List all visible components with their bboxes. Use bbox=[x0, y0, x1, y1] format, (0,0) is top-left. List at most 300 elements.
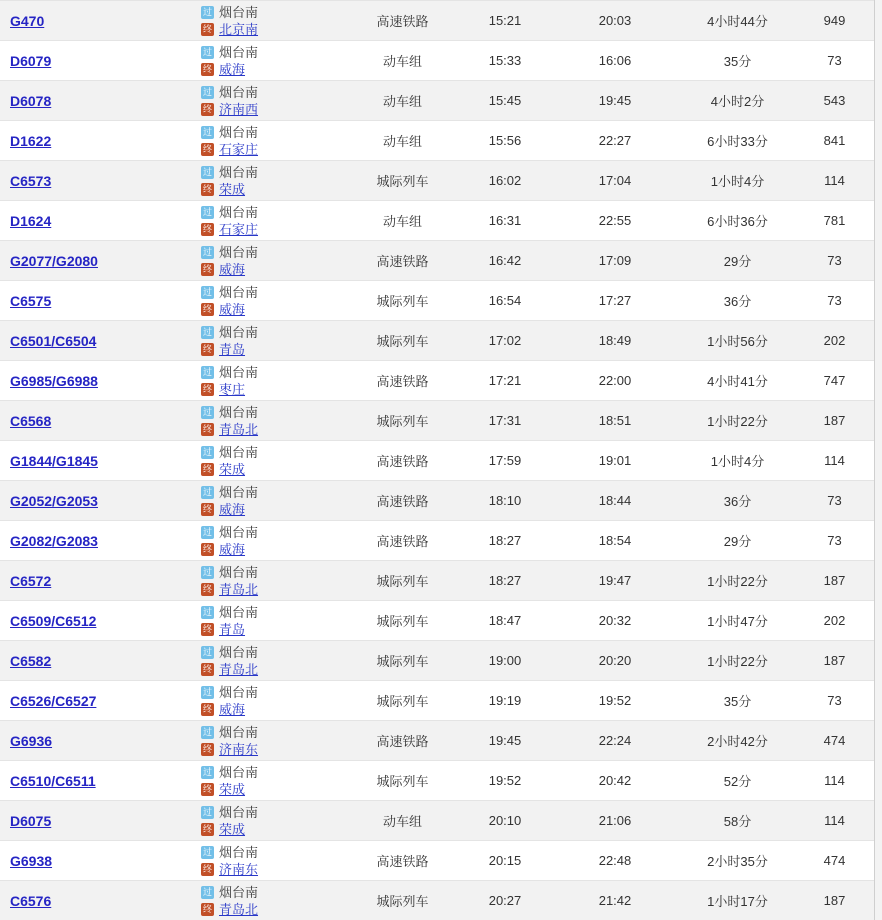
train-number-link[interactable]: D6078 bbox=[10, 92, 52, 109]
arrive-time-label: 17:04 bbox=[598, 173, 632, 188]
distance-label: 73 bbox=[827, 253, 842, 268]
via-station-label: 烟台南 bbox=[219, 284, 259, 300]
train-type-label: 城际列车 bbox=[376, 614, 429, 629]
train-number-link[interactable]: C6526/C6527 bbox=[10, 692, 97, 709]
terminal-station-icon: 终 bbox=[202, 903, 212, 914]
train-type-label: 城际列车 bbox=[376, 174, 429, 189]
pass-station-icon: 过 bbox=[202, 326, 212, 337]
train-type-label: 动车组 bbox=[382, 134, 422, 149]
table-row bbox=[0, 881, 874, 920]
train-number-cell bbox=[0, 773, 190, 789]
train-number-cell bbox=[0, 693, 190, 709]
arrive-time-label: 20:20 bbox=[598, 653, 632, 668]
pass-station-icon: 过 bbox=[202, 126, 212, 137]
pass-station-icon: 过 bbox=[202, 6, 212, 17]
distance-label: 114 bbox=[824, 813, 845, 828]
table-row bbox=[0, 1, 874, 41]
arrive-time-label: 17:09 bbox=[598, 253, 632, 268]
pass-station-line bbox=[201, 284, 345, 301]
via-station-label: 烟台南 bbox=[219, 604, 259, 620]
table-row bbox=[0, 41, 874, 81]
train-number-link[interactable]: D1624 bbox=[10, 212, 52, 229]
terminal-station-link[interactable]: 石家庄 bbox=[219, 141, 259, 157]
train-number-link[interactable]: G1844/G1845 bbox=[10, 452, 98, 469]
distance-label: 841 bbox=[823, 133, 846, 148]
depart-time-label: 15:33 bbox=[488, 53, 522, 68]
pass-station-icon: 过 bbox=[202, 686, 212, 697]
terminal-station-icon: 终 bbox=[202, 343, 212, 354]
terminal-station-link[interactable]: 青岛北 bbox=[219, 661, 259, 677]
arrive-time-label: 20:32 bbox=[598, 613, 632, 628]
train-type-label: 动车组 bbox=[382, 814, 422, 829]
train-number-link[interactable]: C6582 bbox=[10, 652, 52, 669]
terminal-station-link[interactable]: 威海 bbox=[219, 301, 246, 317]
pass-station-icon: 过 bbox=[202, 86, 212, 97]
pass-station-line bbox=[201, 84, 345, 101]
stations-cell bbox=[190, 284, 345, 318]
terminal-station-link[interactable]: 荣成 bbox=[219, 821, 246, 837]
pass-station-line bbox=[201, 244, 345, 261]
depart-time-label: 20:27 bbox=[488, 893, 522, 908]
stations-cell bbox=[190, 324, 345, 358]
terminal-station-link[interactable]: 威海 bbox=[219, 501, 246, 517]
stations-cell bbox=[190, 164, 345, 198]
arrive-time-label: 21:42 bbox=[598, 893, 632, 908]
terminal-station-icon: 终 bbox=[202, 143, 212, 154]
terminal-station-line bbox=[201, 741, 345, 758]
arrive-time-label: 22:48 bbox=[598, 853, 632, 868]
terminal-station-link[interactable]: 青岛 bbox=[219, 341, 246, 357]
stations-cell bbox=[190, 524, 345, 558]
via-station-label: 烟台南 bbox=[219, 404, 259, 420]
train-type-label: 高速铁路 bbox=[376, 454, 429, 469]
terminal-station-icon: 终 bbox=[202, 383, 212, 394]
table-row bbox=[0, 401, 874, 441]
train-number-link[interactable]: D1622 bbox=[10, 132, 52, 149]
pass-station-icon: 过 bbox=[202, 606, 212, 617]
table-row bbox=[0, 321, 874, 361]
terminal-station-line bbox=[201, 101, 345, 118]
arrive-time-label: 22:00 bbox=[598, 373, 632, 388]
duration-label: 1小时17分 bbox=[707, 894, 768, 909]
via-station-label: 烟台南 bbox=[219, 444, 259, 460]
terminal-station-link[interactable]: 石家庄 bbox=[219, 221, 259, 237]
table-row bbox=[0, 201, 874, 241]
train-type-label: 城际列车 bbox=[376, 334, 429, 349]
terminal-station-icon: 终 bbox=[202, 663, 212, 674]
train-type-label: 高速铁路 bbox=[376, 494, 429, 509]
stations-cell bbox=[190, 444, 345, 478]
via-station-label: 烟台南 bbox=[219, 844, 259, 860]
depart-time-label: 18:47 bbox=[488, 613, 522, 628]
terminal-station-icon: 终 bbox=[202, 23, 212, 34]
terminal-station-link[interactable]: 荣成 bbox=[219, 181, 246, 197]
distance-label: 187 bbox=[823, 653, 846, 668]
pass-station-icon: 过 bbox=[202, 286, 212, 297]
terminal-station-line bbox=[201, 461, 345, 478]
train-number-link[interactable]: D6075 bbox=[10, 812, 52, 829]
duration-label: 1小时22分 bbox=[707, 414, 768, 429]
arrive-time-label: 20:03 bbox=[598, 13, 632, 28]
distance-label: 114 bbox=[824, 453, 845, 468]
train-type-label: 城际列车 bbox=[376, 774, 429, 789]
duration-label: 29分 bbox=[723, 534, 752, 549]
duration-label: 2小时35分 bbox=[707, 854, 768, 869]
depart-time-label: 16:42 bbox=[488, 253, 522, 268]
distance-label: 114 bbox=[824, 173, 845, 188]
terminal-station-line bbox=[201, 381, 345, 398]
terminal-station-link[interactable]: 荣成 bbox=[219, 461, 246, 477]
distance-label: 187 bbox=[823, 893, 846, 908]
arrive-time-label: 18:49 bbox=[598, 333, 632, 348]
pass-station-icon: 过 bbox=[202, 766, 212, 777]
train-number-link[interactable]: G2052/G2053 bbox=[10, 492, 98, 509]
train-number-cell bbox=[0, 853, 190, 869]
train-number-cell bbox=[0, 533, 190, 549]
stations-cell bbox=[190, 804, 345, 838]
terminal-station-line bbox=[201, 141, 345, 158]
pass-station-line bbox=[201, 644, 345, 661]
train-number-cell bbox=[0, 613, 190, 629]
depart-time-label: 16:31 bbox=[488, 213, 522, 228]
pass-station-line bbox=[201, 444, 345, 461]
train-number-cell bbox=[0, 813, 190, 829]
arrive-time-label: 20:42 bbox=[598, 773, 632, 788]
pass-station-icon: 过 bbox=[202, 526, 212, 537]
terminal-station-icon: 终 bbox=[202, 63, 212, 74]
terminal-station-icon: 终 bbox=[202, 263, 212, 274]
terminal-station-line bbox=[201, 221, 345, 238]
distance-label: 543 bbox=[823, 93, 846, 108]
train-type-label: 高速铁路 bbox=[376, 854, 429, 869]
train-number-cell bbox=[0, 133, 190, 149]
depart-time-label: 17:02 bbox=[488, 333, 522, 348]
depart-time-label: 20:10 bbox=[488, 813, 522, 828]
terminal-station-link[interactable]: 荣成 bbox=[219, 781, 246, 797]
train-number-cell bbox=[0, 653, 190, 669]
train-number-cell bbox=[0, 893, 190, 909]
duration-label: 6小时36分 bbox=[707, 214, 768, 229]
duration-label: 1小时22分 bbox=[707, 654, 768, 669]
duration-label: 1小时22分 bbox=[707, 574, 768, 589]
terminal-station-link[interactable]: 威海 bbox=[219, 541, 246, 557]
stations-cell bbox=[190, 844, 345, 878]
via-station-label: 烟台南 bbox=[219, 124, 259, 140]
terminal-station-icon: 终 bbox=[202, 303, 212, 314]
duration-label: 58分 bbox=[723, 814, 752, 829]
depart-time-label: 15:21 bbox=[488, 13, 522, 28]
table-row bbox=[0, 801, 874, 841]
duration-label: 36分 bbox=[723, 294, 752, 309]
distance-label: 949 bbox=[823, 13, 846, 28]
stations-cell bbox=[190, 204, 345, 238]
table-row bbox=[0, 841, 874, 881]
train-type-label: 城际列车 bbox=[376, 694, 429, 709]
stations-cell bbox=[190, 764, 345, 798]
via-station-label: 烟台南 bbox=[219, 84, 259, 100]
depart-time-label: 15:56 bbox=[488, 133, 522, 148]
terminal-station-line bbox=[201, 701, 345, 718]
train-number-cell bbox=[0, 493, 190, 509]
pass-station-line bbox=[201, 844, 345, 861]
terminal-station-line bbox=[201, 21, 345, 38]
via-station-label: 烟台南 bbox=[219, 564, 259, 580]
terminal-station-line bbox=[201, 781, 345, 798]
train-number-link[interactable]: C6573 bbox=[10, 172, 52, 189]
train-number-cell bbox=[0, 13, 190, 29]
depart-time-label: 19:19 bbox=[488, 693, 522, 708]
depart-time-label: 16:54 bbox=[488, 293, 522, 308]
distance-label: 202 bbox=[823, 333, 846, 348]
arrive-time-label: 22:24 bbox=[598, 733, 632, 748]
stations-cell bbox=[190, 724, 345, 758]
via-station-label: 烟台南 bbox=[219, 324, 259, 340]
terminal-station-line bbox=[201, 301, 345, 318]
duration-label: 35分 bbox=[723, 54, 752, 69]
arrive-time-label: 19:47 bbox=[598, 573, 632, 588]
terminal-station-line bbox=[201, 181, 345, 198]
terminal-station-line bbox=[201, 661, 345, 678]
distance-label: 73 bbox=[827, 533, 842, 548]
train-number-link[interactable]: D6079 bbox=[10, 52, 52, 69]
pass-station-icon: 过 bbox=[202, 366, 212, 377]
pass-station-icon: 过 bbox=[202, 806, 212, 817]
train-number-cell bbox=[0, 373, 190, 389]
terminal-station-icon: 终 bbox=[202, 703, 212, 714]
table-row bbox=[0, 161, 874, 201]
train-number-cell bbox=[0, 573, 190, 589]
terminal-station-link[interactable]: 青岛北 bbox=[219, 421, 259, 437]
distance-label: 187 bbox=[823, 413, 846, 428]
train-number-cell bbox=[0, 93, 190, 109]
terminal-station-line bbox=[201, 621, 345, 638]
train-type-label: 城际列车 bbox=[376, 294, 429, 309]
distance-label: 474 bbox=[823, 853, 846, 868]
train-type-label: 高速铁路 bbox=[376, 374, 429, 389]
stations-cell bbox=[190, 84, 345, 118]
pass-station-icon: 过 bbox=[202, 886, 212, 897]
train-type-label: 高速铁路 bbox=[376, 254, 429, 269]
train-number-cell bbox=[0, 53, 190, 69]
distance-label: 781 bbox=[823, 213, 846, 228]
duration-label: 1小时47分 bbox=[707, 614, 768, 629]
distance-label: 73 bbox=[827, 493, 842, 508]
via-station-label: 烟台南 bbox=[219, 644, 259, 660]
depart-time-label: 18:10 bbox=[488, 493, 522, 508]
stations-cell bbox=[190, 4, 345, 38]
table-row bbox=[0, 721, 874, 761]
table-row bbox=[0, 441, 874, 481]
terminal-station-icon: 终 bbox=[202, 823, 212, 834]
pass-station-line bbox=[201, 684, 345, 701]
pass-station-line bbox=[201, 804, 345, 821]
terminal-station-icon: 终 bbox=[202, 423, 212, 434]
train-number-link[interactable]: C6576 bbox=[10, 892, 52, 909]
duration-label: 1小时56分 bbox=[707, 334, 768, 349]
train-number-cell bbox=[0, 173, 190, 189]
terminal-station-line bbox=[201, 261, 345, 278]
table-row bbox=[0, 681, 874, 721]
terminal-station-link[interactable]: 青岛北 bbox=[219, 901, 259, 917]
pass-station-icon: 过 bbox=[202, 846, 212, 857]
terminal-station-line bbox=[201, 421, 345, 438]
via-station-label: 烟台南 bbox=[219, 804, 259, 820]
scrollbar-track[interactable] bbox=[874, 0, 882, 920]
train-number-cell bbox=[0, 293, 190, 309]
stations-cell bbox=[190, 244, 345, 278]
pass-station-icon: 过 bbox=[202, 646, 212, 657]
duration-label: 29分 bbox=[723, 254, 752, 269]
distance-label: 114 bbox=[824, 773, 845, 788]
arrive-time-label: 21:06 bbox=[598, 813, 632, 828]
pass-station-line bbox=[201, 164, 345, 181]
train-number-link[interactable]: C6572 bbox=[10, 572, 52, 589]
pass-station-line bbox=[201, 884, 345, 901]
duration-label: 35分 bbox=[723, 694, 752, 709]
train-number-cell bbox=[0, 413, 190, 429]
arrive-time-label: 18:54 bbox=[598, 533, 632, 548]
stations-cell bbox=[190, 404, 345, 438]
pass-station-line bbox=[201, 484, 345, 501]
pass-station-icon: 过 bbox=[202, 246, 212, 257]
train-type-label: 高速铁路 bbox=[376, 734, 429, 749]
depart-time-label: 16:02 bbox=[488, 173, 522, 188]
train-number-link[interactable]: G6938 bbox=[10, 852, 53, 869]
pass-station-icon: 过 bbox=[202, 46, 212, 57]
depart-time-label: 17:21 bbox=[488, 373, 522, 388]
distance-label: 73 bbox=[827, 293, 842, 308]
table-row bbox=[0, 561, 874, 601]
train-number-link[interactable]: C6575 bbox=[10, 292, 52, 309]
terminal-station-link[interactable]: 青岛北 bbox=[219, 581, 259, 597]
train-type-label: 动车组 bbox=[382, 94, 422, 109]
terminal-station-link[interactable]: 济南西 bbox=[219, 101, 259, 117]
duration-label: 4小时2分 bbox=[710, 94, 765, 109]
via-station-label: 烟台南 bbox=[219, 204, 259, 220]
arrive-time-label: 18:51 bbox=[598, 413, 632, 428]
distance-label: 73 bbox=[827, 53, 842, 68]
arrive-time-label: 22:55 bbox=[598, 213, 632, 228]
train-type-label: 动车组 bbox=[382, 54, 422, 69]
train-number-link[interactable]: G6985/G6988 bbox=[10, 372, 98, 389]
table-row bbox=[0, 521, 874, 561]
train-number-cell bbox=[0, 213, 190, 229]
train-type-label: 城际列车 bbox=[376, 894, 429, 909]
terminal-station-icon: 终 bbox=[202, 183, 212, 194]
terminal-station-line bbox=[201, 341, 345, 358]
terminal-station-link[interactable]: 青岛 bbox=[219, 621, 246, 637]
duration-label: 1小时4分 bbox=[710, 454, 765, 469]
distance-label: 73 bbox=[827, 693, 842, 708]
terminal-station-link[interactable]: 威海 bbox=[219, 701, 246, 717]
table-row bbox=[0, 81, 874, 121]
table-row bbox=[0, 641, 874, 681]
terminal-station-link[interactable]: 威海 bbox=[219, 61, 246, 77]
pass-station-line bbox=[201, 324, 345, 341]
table-row bbox=[0, 601, 874, 641]
arrive-time-label: 22:27 bbox=[598, 133, 632, 148]
terminal-station-icon: 终 bbox=[202, 463, 212, 474]
pass-station-line bbox=[201, 524, 345, 541]
stations-cell bbox=[190, 684, 345, 718]
depart-time-label: 19:45 bbox=[488, 733, 522, 748]
pass-station-line bbox=[201, 604, 345, 621]
train-number-cell bbox=[0, 733, 190, 749]
terminal-station-link[interactable]: 济南东 bbox=[219, 741, 259, 757]
pass-station-line bbox=[201, 564, 345, 581]
terminal-station-link[interactable]: 枣庄 bbox=[219, 381, 246, 397]
via-station-label: 烟台南 bbox=[219, 4, 259, 20]
pass-station-line bbox=[201, 124, 345, 141]
terminal-station-icon: 终 bbox=[202, 103, 212, 114]
train-number-link[interactable]: G6936 bbox=[10, 732, 53, 749]
train-number-cell bbox=[0, 253, 190, 269]
table-row bbox=[0, 281, 874, 321]
terminal-station-icon: 终 bbox=[202, 623, 212, 634]
depart-time-label: 17:59 bbox=[488, 453, 522, 468]
stations-cell bbox=[190, 484, 345, 518]
train-number-link[interactable]: G2077/G2080 bbox=[10, 252, 98, 269]
terminal-station-line bbox=[201, 901, 345, 918]
train-number-link[interactable]: G470 bbox=[10, 12, 45, 29]
train-type-label: 城际列车 bbox=[376, 574, 429, 589]
stations-cell bbox=[190, 124, 345, 158]
train-type-label: 动车组 bbox=[382, 214, 422, 229]
terminal-station-icon: 终 bbox=[202, 743, 212, 754]
pass-station-line bbox=[201, 404, 345, 421]
terminal-station-icon: 终 bbox=[202, 543, 212, 554]
train-number-link[interactable]: C6568 bbox=[10, 412, 52, 429]
via-station-label: 烟台南 bbox=[219, 684, 259, 700]
terminal-station-icon: 终 bbox=[202, 783, 212, 794]
train-number-link[interactable]: C6509/C6512 bbox=[10, 612, 97, 629]
table-row bbox=[0, 761, 874, 801]
train-number-link[interactable]: C6501/C6504 bbox=[10, 332, 97, 349]
terminal-station-link[interactable]: 济南东 bbox=[219, 861, 259, 877]
train-type-label: 城际列车 bbox=[376, 414, 429, 429]
train-number-cell bbox=[0, 333, 190, 349]
depart-time-label: 18:27 bbox=[488, 533, 522, 548]
table-row bbox=[0, 121, 874, 161]
distance-label: 474 bbox=[823, 733, 846, 748]
pass-station-icon: 过 bbox=[202, 726, 212, 737]
terminal-station-link[interactable]: 威海 bbox=[219, 261, 246, 277]
pass-station-icon: 过 bbox=[202, 206, 212, 217]
stations-cell bbox=[190, 644, 345, 678]
via-station-label: 烟台南 bbox=[219, 44, 259, 60]
terminal-station-icon: 终 bbox=[202, 503, 212, 514]
terminal-station-line bbox=[201, 861, 345, 878]
train-type-label: 高速铁路 bbox=[376, 14, 429, 29]
stations-cell bbox=[190, 564, 345, 598]
pass-station-icon: 过 bbox=[202, 406, 212, 417]
depart-time-label: 15:45 bbox=[488, 93, 522, 108]
distance-label: 747 bbox=[823, 373, 846, 388]
terminal-station-link[interactable]: 北京南 bbox=[219, 21, 259, 37]
train-number-link[interactable]: C6510/C6511 bbox=[10, 772, 96, 789]
train-number-link[interactable]: G2082/G2083 bbox=[10, 532, 98, 549]
via-station-label: 烟台南 bbox=[219, 244, 259, 260]
depart-time-label: 18:27 bbox=[488, 573, 522, 588]
arrive-time-label: 16:06 bbox=[598, 53, 632, 68]
terminal-station-icon: 终 bbox=[202, 223, 212, 234]
pass-station-line bbox=[201, 4, 345, 21]
depart-time-label: 20:15 bbox=[488, 853, 522, 868]
via-station-label: 烟台南 bbox=[219, 724, 259, 740]
stations-cell bbox=[190, 884, 345, 918]
pass-station-icon: 过 bbox=[202, 446, 212, 457]
pass-station-icon: 过 bbox=[202, 166, 212, 177]
